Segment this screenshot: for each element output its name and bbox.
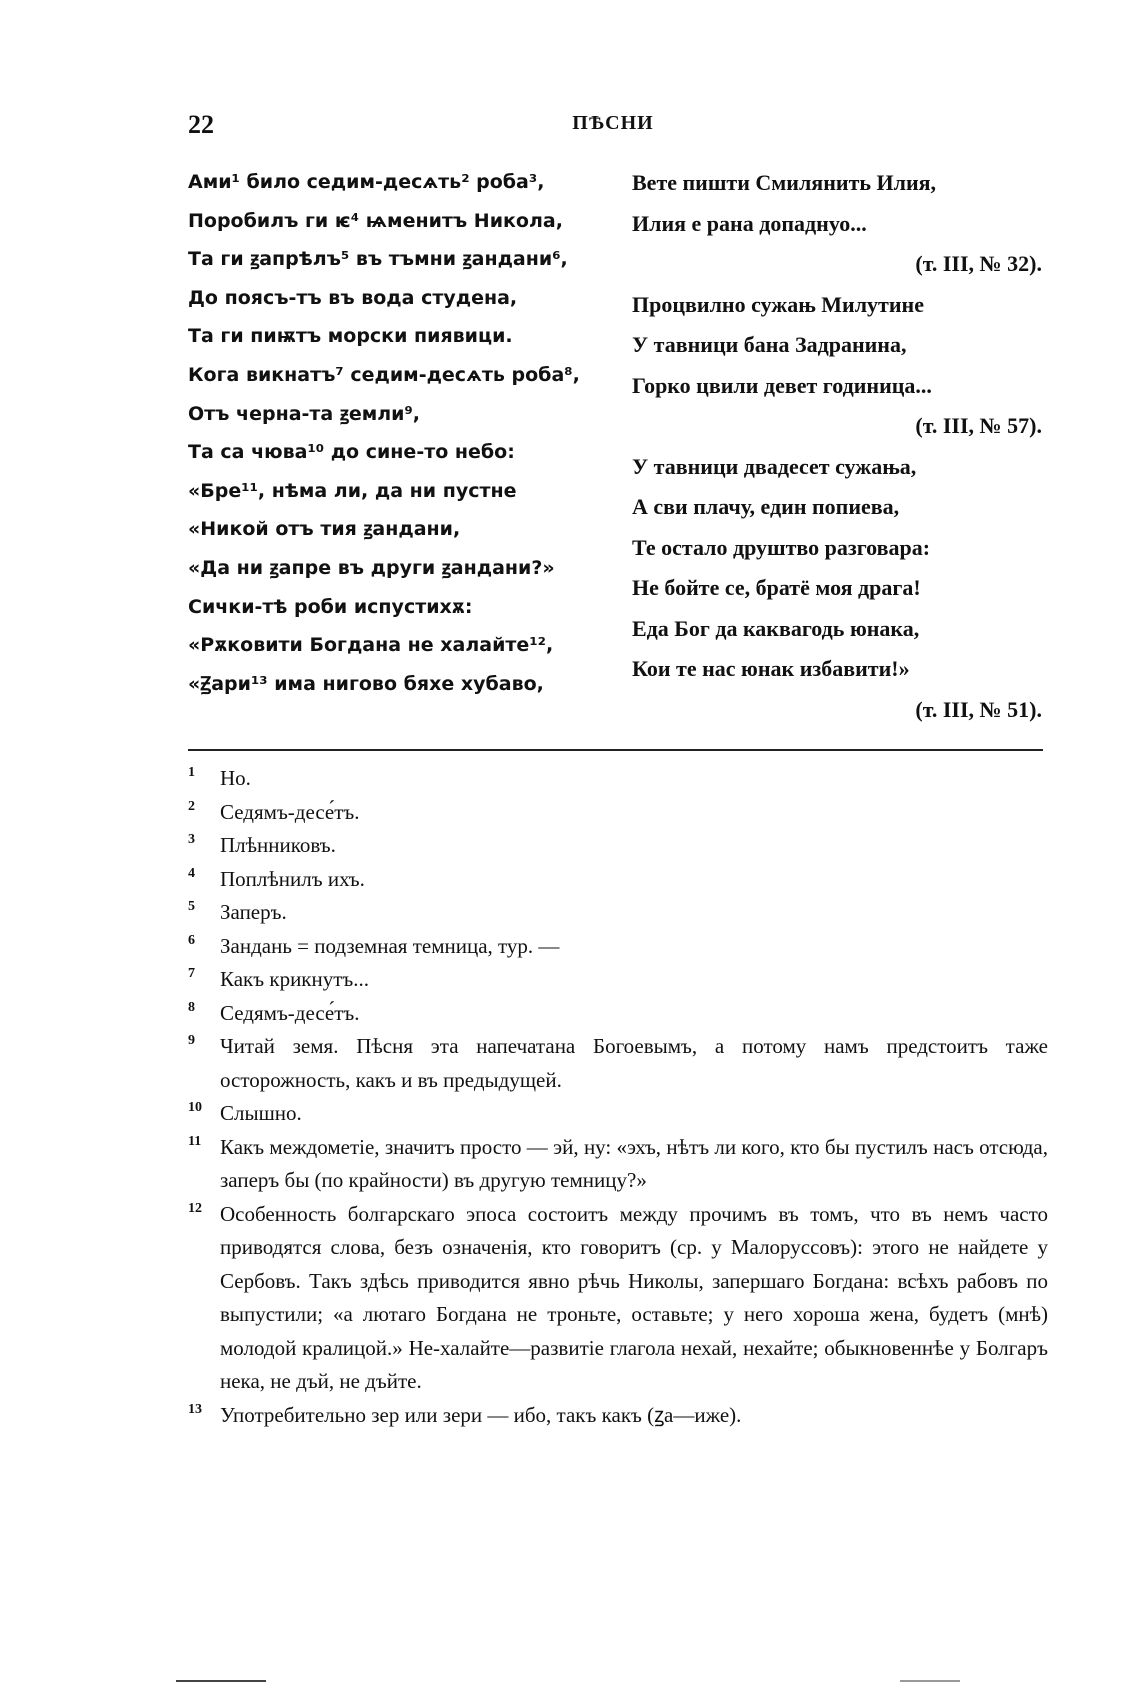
footnote-text: Поплѣнилъ ихъ. [220, 866, 365, 891]
footnote-number: 8 [188, 999, 195, 1015]
footnote-number: 11 [188, 1133, 202, 1149]
footnote-number: 4 [188, 865, 195, 881]
bottom-rule [900, 1680, 960, 1682]
verse-line: До поясъ-тъ въ вода студена, [188, 286, 518, 309]
footnote [188, 1131, 1048, 1198]
footnotes [188, 762, 1048, 1432]
right-verse-column [632, 163, 1042, 730]
footnote-text: Какъ крикнутъ... [220, 967, 370, 991]
verse-line: Кога викнатъ⁷ седим-десѧть роба⁸, [188, 363, 580, 386]
source-citation: (т. III, № 32). [915, 251, 1042, 276]
verse-line: Те остало друштво разговара: [632, 534, 931, 560]
footnote-text: Зандань = подземная темница, тур. — [220, 933, 560, 958]
source-citation: (т. III, № 57). [915, 413, 1042, 438]
page-number: 22 [188, 110, 214, 139]
footnote [188, 863, 1048, 897]
verse-line: Кои те нас юнак избавити!» [632, 656, 910, 681]
footnote [188, 1198, 1048, 1399]
bottom-rule [176, 1680, 266, 1682]
footnote-text: Заперъ. [220, 900, 287, 924]
footnote [188, 1097, 1048, 1131]
verse-line: Горко цвили девет годиница... [632, 372, 932, 398]
footnote-number: 12 [188, 1200, 202, 1216]
footnote [188, 963, 1048, 997]
footnote-text: Седямъ-десе́тъ. [220, 1000, 360, 1025]
footnote-text: Но. [220, 766, 251, 790]
verse-line: Вете пишти Смилянить Илия, [632, 170, 937, 195]
verse-line: «Рѫковити Богдана не халайте¹², [188, 634, 554, 657]
footnote-text: Слышно. [220, 1101, 302, 1125]
footnote-text: Плѣнниковъ. [220, 833, 336, 857]
verse-line: «Никой отъ тия ꙃандани, [188, 518, 461, 541]
verse-line: Процвилно сужањ Милутине [632, 291, 924, 317]
footnote [188, 1030, 1048, 1097]
footnote-number: 10 [188, 1100, 202, 1115]
footnote-text: Какъ междометіе, значитъ просто — эй, ну: «эхъ, нѣтъ ли кого, кто бы пустилъ насъ отсюда, заперъ бы (по крайности) въ другую темницу?» [220, 1134, 1048, 1192]
verse-line: У тавници бана Задранина, [632, 332, 907, 357]
source-citation: (т. III, № 51). [915, 696, 1042, 722]
footnote-text: Особенность болгарскаго эпоса состоитъ между прочимъ въ томъ, что въ немъ часто приводятся слова, безъ означенія, кто говоритъ (ср. у Малоруссовъ): этого не найдете у Сербовъ. Такъ здѣсь приводится явно рѣчь Николы, запершаго Богдана: всѣхъ рабовъ по выпустили; «а лютаго Богдана не троньте, оставьте; у него хороша жена, будетъ (мнѣ) молодой кралицой.» Не-халайте—развитіе глагола нехай, нехайте; обыкновеннѣе у Болгаръ нека, не дъй, не дъйте. [220, 1201, 1048, 1393]
footnote [188, 796, 1048, 830]
footnote-number: 1 [188, 765, 195, 780]
verse-line: Ами¹ било седим-десѧть² роба³, [188, 171, 545, 193]
footnote-number: 5 [188, 899, 195, 914]
footnote-number: 6 [188, 932, 195, 948]
verse-line: Та ги пиѭтъ морски пиявици. [188, 325, 513, 348]
footnote-number: 7 [188, 966, 195, 981]
running-head [188, 110, 1038, 142]
footnote-number: 9 [188, 1033, 195, 1048]
verse-line: Сички-тѣ роби испустихѫ: [188, 595, 473, 618]
footnote [188, 1399, 1048, 1433]
verse-line: Та са чюва¹⁰ до сине-то небо: [188, 441, 515, 464]
footnote-text: Читай земя. Пѣсня эта напечатана Богоевымъ, а потому намъ предстоитъ таже осторожность, какъ и въ предыдущей. [220, 1034, 1048, 1092]
verse-line: Отъ черна-та ꙃемли⁹, [188, 402, 421, 425]
footnote-number: 2 [188, 798, 195, 814]
footnote-number: 13 [188, 1401, 202, 1417]
left-verse-column [188, 163, 608, 703]
footnote [188, 997, 1048, 1031]
footnote-number: 3 [188, 832, 195, 847]
page-title: ПѢСНИ [572, 112, 654, 134]
verse-line: Поробилъ ги ѥ⁴ ѩменитъ Никола, [188, 209, 563, 232]
footnote [188, 829, 1048, 863]
verse-line: Не бойте се, братё моя драга! [632, 575, 921, 600]
footnote-text: Употребительно зер или зери — ибо, такъ какъ (ꙁа—иже). [220, 1402, 742, 1427]
footnote-divider [188, 749, 1043, 751]
verse-line: Та ги ꙃапрѣлъ⁵ въ тъмни ꙃандани⁶, [188, 248, 568, 271]
verse-line: «Ꙃари¹³ има нигово бяхе хубаво, [188, 672, 544, 695]
verse-line: «Бре¹¹, нѣма ли, да ни пустне [188, 479, 517, 502]
footnote [188, 930, 1048, 964]
verse-line: Илия е рана допаднуо... [632, 210, 867, 236]
verse-line: А сви плачу, един попиева, [632, 494, 900, 519]
verse-line: «Да ни ꙃапре въ други ꙃандани?» [188, 556, 555, 579]
verse-line: У тавници двадесет сужања, [632, 453, 917, 479]
footnote-text: Седямъ-десе́тъ. [220, 799, 360, 824]
footnote [188, 896, 1048, 930]
footnote [188, 762, 1048, 796]
verse-line: Еда Бог да каквагодь юнака, [632, 615, 920, 641]
